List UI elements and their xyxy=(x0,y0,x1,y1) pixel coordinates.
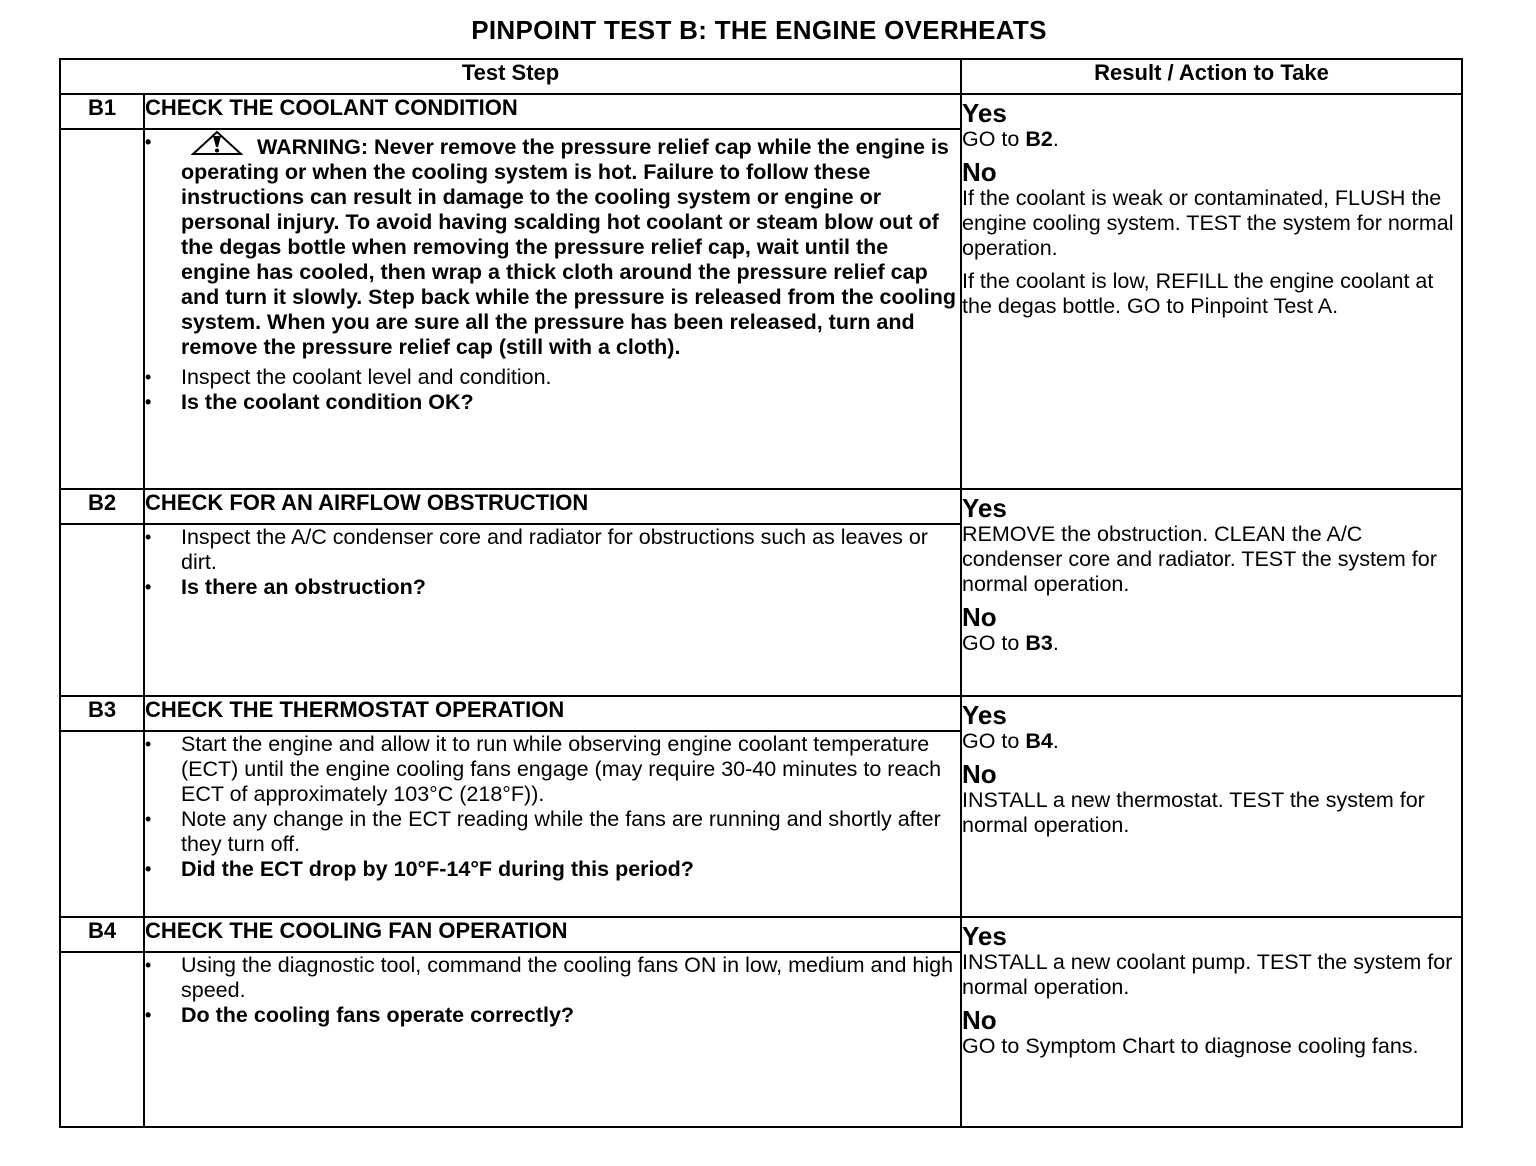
table-header-row xyxy=(60,59,1462,94)
list-item: • Inspect the coolant level and condition. xyxy=(145,365,960,390)
step-id: B4 xyxy=(60,917,144,952)
step-body xyxy=(144,731,961,917)
warning-text: WARNING: Never remove the pressure relief cap while the engine is operating or when the cooling system is hot. Failure to follow these instructions can result in damage to the cooling system or engine or personal injury. To avoid having scalding hot coolant or steam blow out of the degas bottle when removing the pressure relief cap, wait until the engine has cooled, then wrap a thick cloth around the pressure relief cap and turn it slowly. Step back while the pressure is released from the cooling system. When you are sure all the pressure has been released, turn and remove the pressure relief cap (still with a cloth). xyxy=(181,135,956,359)
no-label: No xyxy=(962,602,997,632)
no-action: If the coolant is weak or contaminated, FLUSH the engine cooling system. TEST the system for normal operation. xyxy=(962,186,1454,260)
header-test-step: Test Step xyxy=(60,59,961,94)
list-item: • Do the cooling fans operate correctly? xyxy=(145,1003,960,1028)
step-b4-result xyxy=(961,917,1462,1127)
step-id: B3 xyxy=(60,696,144,731)
step-b4-title-row xyxy=(60,917,1462,952)
step-b3-title-row xyxy=(60,696,1462,731)
no-action: GO to Symptom Chart to diagnose cooling fans. xyxy=(962,1034,1419,1058)
list-item: • Inspect the A/C condenser core and radiator for obstructions such as leaves or dirt. xyxy=(145,525,960,575)
no-action: INSTALL a new thermostat. TEST the system for normal operation. xyxy=(962,788,1425,837)
step-ref-link: B2 xyxy=(1025,127,1053,151)
step-id: B2 xyxy=(60,489,144,524)
no-label: No xyxy=(962,759,997,789)
step-ref-link: B4 xyxy=(1025,729,1053,753)
list-item: • Note any change in the ECT reading while the fans are running and shortly after they turn off. xyxy=(145,807,960,857)
list-item: • Using the diagnostic tool, command the cooling fans ON in low, medium and high speed. xyxy=(145,953,960,1003)
step-id: B1 xyxy=(60,94,144,129)
yes-action: REMOVE the obstruction. CLEAN the A/C condenser core and radiator. TEST the system for normal operation. xyxy=(962,522,1437,596)
warning-icon xyxy=(191,130,243,156)
step-heading: CHECK THE COOLANT CONDITION xyxy=(144,94,961,129)
step-ref-link: B3 xyxy=(1025,631,1053,655)
list-item: • Is there an obstruction? xyxy=(145,575,960,600)
step-heading: CHECK THE COOLING FAN OPERATION xyxy=(144,917,961,952)
pinpoint-test-table xyxy=(59,58,1463,1128)
header-result: Result / Action to Take xyxy=(961,59,1462,94)
yes-action: GO to B4. xyxy=(962,729,1059,753)
page-title: PINPOINT TEST B: THE ENGINE OVERHEATS xyxy=(471,15,1047,45)
yes-action: GO to B2. xyxy=(962,127,1059,151)
list-item: • Start the engine and allow it to run while observing engine coolant temperature (ECT) until the engine cooling fans engage (may require 30-40 minutes to reach ECT of approximately 103°C (218°F)). xyxy=(145,732,960,807)
step-b1-title-row xyxy=(60,94,1462,129)
yes-action: INSTALL a new coolant pump. TEST the system for normal operation. xyxy=(962,950,1453,999)
no-label: No xyxy=(962,157,997,187)
step-b3-result xyxy=(961,696,1462,917)
yes-label: Yes xyxy=(962,98,1007,128)
step-b1-result xyxy=(961,94,1462,489)
yes-label: Yes xyxy=(962,493,1007,523)
step-b2-result xyxy=(961,489,1462,696)
yes-label: Yes xyxy=(962,921,1007,951)
no-action: GO to B3. xyxy=(962,631,1059,655)
step-heading: CHECK THE THERMOSTAT OPERATION xyxy=(144,696,961,731)
list-item: • Did the ECT drop by 10°F-14°F during this period? xyxy=(145,857,960,882)
step-body xyxy=(144,952,961,1127)
list-item xyxy=(145,130,960,360)
step-body xyxy=(144,129,961,489)
yes-label: Yes xyxy=(962,700,1007,730)
no-action: If the coolant is low, REFILL the engine coolant at the degas bottle. GO to Pinpoint Test A. xyxy=(962,269,1434,318)
step-heading: CHECK FOR AN AIRFLOW OBSTRUCTION xyxy=(144,489,961,524)
step-body xyxy=(144,524,961,696)
list-item: • Is the coolant condition OK? xyxy=(145,390,960,415)
no-label: No xyxy=(962,1005,997,1035)
step-b2-title-row xyxy=(60,489,1462,524)
